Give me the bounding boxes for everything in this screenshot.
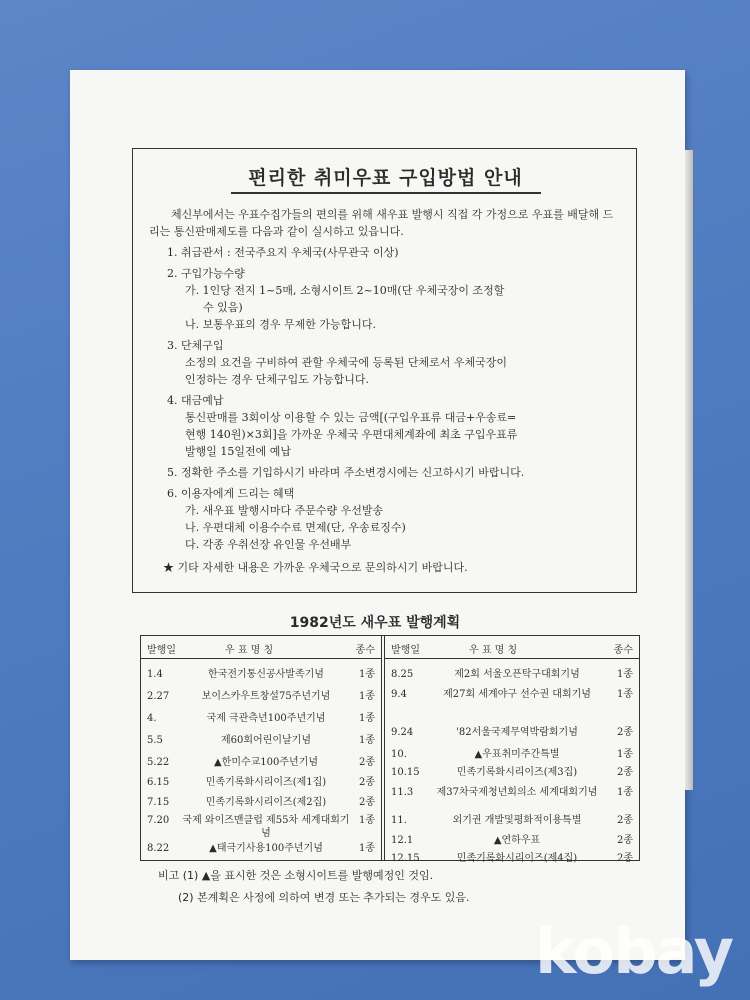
row-qty: 1종 <box>358 691 375 702</box>
watermark-logo: kobay <box>535 915 732 988</box>
plan-title: 1982년도 새우표 발행계획 <box>289 615 461 631</box>
guide-item-2 <box>149 265 622 333</box>
guide-sub-line: 나. 우편대체 이용수수료 면제(단, 우송료징수) <box>185 521 406 534</box>
row-name: ▲연하우표 <box>493 835 541 846</box>
guide-item-head: 4. 대금예납 <box>167 394 224 407</box>
row-name: 국제 극관측년100주년기념 <box>206 713 326 724</box>
row-name: '82서울국제무역박람회기념 <box>456 727 578 738</box>
row-qty: 1종 <box>358 713 375 724</box>
row-qty: 1종 <box>616 787 633 798</box>
row-qty: 2종 <box>616 815 633 826</box>
row-name: 제37차국제청년회의소 세계대회기념 <box>436 787 598 798</box>
row-qty: 2종 <box>616 767 633 778</box>
guide-sub-line: 인정하는 경우 단체구입도 가능합니다. <box>185 373 370 386</box>
guide-sub-line: 현행 140원)×3회]을 가까운 우체국 우편대체계좌에 최초 구입우표류 <box>185 428 518 441</box>
guide-sub-line: 다. 각종 우취선장 유인물 우선배부 <box>185 538 352 551</box>
row-qty: 2종 <box>358 777 375 788</box>
row-date: 11.3 <box>391 787 414 798</box>
row-qty: 2종 <box>616 835 633 846</box>
header-name: 우 표 명 칭 <box>469 645 518 656</box>
guide-item-6 <box>149 485 622 553</box>
header-qty: 종수 <box>613 645 633 656</box>
issue-plan-table <box>140 635 640 864</box>
purchase-guide-box <box>132 148 637 593</box>
guide-item-4 <box>149 392 622 460</box>
table-header <box>141 636 381 659</box>
table-row <box>141 812 381 840</box>
header-qty: 종수 <box>355 645 375 656</box>
row-qty: 1종 <box>616 689 633 700</box>
row-name: ▲태극기사용100주년기념 <box>209 843 323 854</box>
row-date: 8.22 <box>147 843 170 854</box>
guide-sub-line: 가. 새우표 발행시마다 주문수량 우선발송 <box>185 504 384 517</box>
row-name: 제2회 서울오픈탁구대회기념 <box>454 669 580 680</box>
row-name: ▲우표취미주간특별 <box>474 749 560 760</box>
row-qty: 2종 <box>358 797 375 808</box>
guide-sub-line: 수 있음) <box>203 301 243 314</box>
row-date: 5.22 <box>147 757 170 768</box>
guide-intro: 체신부에서는 우표수집가들의 편의를 위해 새우표 발행시 직접 각 가정으로 우표를 배달해 드리는 통신판매제도를 다음과 같이 실시하고 있읍니다. <box>149 208 614 238</box>
plan-column-right <box>385 636 639 864</box>
row-qty: 1종 <box>358 843 375 854</box>
header-name: 우 표 명 칭 <box>225 645 274 656</box>
guide-note: ★ 기타 자세한 내용은 가까운 우체국으로 문의하시기 바랍니다. <box>163 561 468 574</box>
row-name: ▲한미수교100주년기념 <box>213 757 319 768</box>
row-date: 7.15 <box>147 797 170 808</box>
row-name: 제60회어린이날기념 <box>220 735 311 746</box>
row-date: 2.27 <box>147 691 170 702</box>
footnote-1: 비고 (1) ▲을 표시한 것은 소형시이트를 발행예정인 것임. <box>158 869 434 882</box>
header-date: 발행일 <box>147 645 176 656</box>
guide-sub-line: 나. 보통우표의 경우 무제한 가능합니다. <box>185 318 376 331</box>
row-qty: 2종 <box>616 853 633 864</box>
row-name: 국제 와이즈맨클럽 제55차 세계대회기념 <box>182 815 350 839</box>
footnote-2: (2) 본계획은 사정에 의하여 변경 또는 추가되는 경우도 있음. <box>178 891 470 904</box>
guide-item-5 <box>149 464 622 481</box>
row-qty: 1종 <box>358 815 375 826</box>
row-date: 11. <box>391 815 407 826</box>
table-row <box>141 840 381 868</box>
row-name: 민족기록화시리이즈(제1집) <box>205 777 327 788</box>
guide-sub-line: 소정의 요건을 구비하여 관할 우체국에 등록된 단체로서 우체국장이 <box>185 356 508 369</box>
row-qty: 1종 <box>358 735 375 746</box>
row-name: 제27회 세계야구 선수권 대회기념 <box>443 689 591 700</box>
row-name: 민족기록화시리이즈(제4집) <box>456 853 578 864</box>
plan-column-left <box>141 636 381 860</box>
guide-item-1 <box>149 244 622 261</box>
guide-item-head: 6. 이용자에게 드리는 혜택 <box>167 487 295 500</box>
booklet-spine <box>685 150 693 790</box>
header-date: 발행일 <box>391 645 420 656</box>
guide-item-head: 5. 정확한 주소를 기입하시기 바라며 주소변경시에는 신고하시기 바랍니다. <box>167 466 525 479</box>
row-date: 10. <box>391 749 407 760</box>
row-qty: 1종 <box>616 749 633 760</box>
table-row <box>385 686 639 714</box>
table-header <box>385 636 639 659</box>
row-qty: 1종 <box>616 669 633 680</box>
guide-title: 편리한 취미우표 구입방법 안내 <box>231 163 541 194</box>
row-name: 보이스카우트창설75주년기념 <box>201 691 331 702</box>
guide-item-3 <box>149 337 622 388</box>
row-date: 8.25 <box>391 669 414 680</box>
row-name: 민족기록화시리이즈(제2집) <box>205 797 327 808</box>
row-name: 민족기록화시리이즈(제3집) <box>456 767 578 778</box>
row-date: 5.5 <box>147 735 163 746</box>
guide-item-head: 3. 단체구입 <box>167 339 224 352</box>
guide-sub-line: 통신판매를 3회이상 이용할 수 있는 금액[(구입우표류 대금+우송료= <box>185 411 517 424</box>
guide-sub-line: 가. 1인당 전지 1~5매, 소형시이트 2~10매(단 우체국장이 조정할 <box>185 284 505 297</box>
row-date: 12.15 <box>391 853 420 864</box>
row-qty: 2종 <box>358 757 375 768</box>
row-date: 10.15 <box>391 767 420 778</box>
guide-item-head: 2. 구입가능수량 <box>167 267 245 280</box>
table-row <box>385 784 639 812</box>
row-name: 외기권 개발및평화적이용특별 <box>452 815 582 826</box>
guide-item-head: 1. 취급관서 : 전국주요지 우체국(사무관국 이상) <box>167 246 399 259</box>
row-qty: 2종 <box>616 727 633 738</box>
row-date: 1.4 <box>147 669 163 680</box>
row-name: 한국전기통신공사발족기념 <box>208 669 324 680</box>
row-date: 6.15 <box>147 777 170 788</box>
guide-sub-line: 발행일 15일전에 예납 <box>185 445 291 458</box>
row-date: 12.1 <box>391 835 414 846</box>
row-date: 4. <box>147 713 157 724</box>
row-date: 9.24 <box>391 727 414 738</box>
row-qty: 1종 <box>358 669 375 680</box>
row-date: 9.4 <box>391 689 407 700</box>
row-date: 7.20 <box>147 815 170 826</box>
